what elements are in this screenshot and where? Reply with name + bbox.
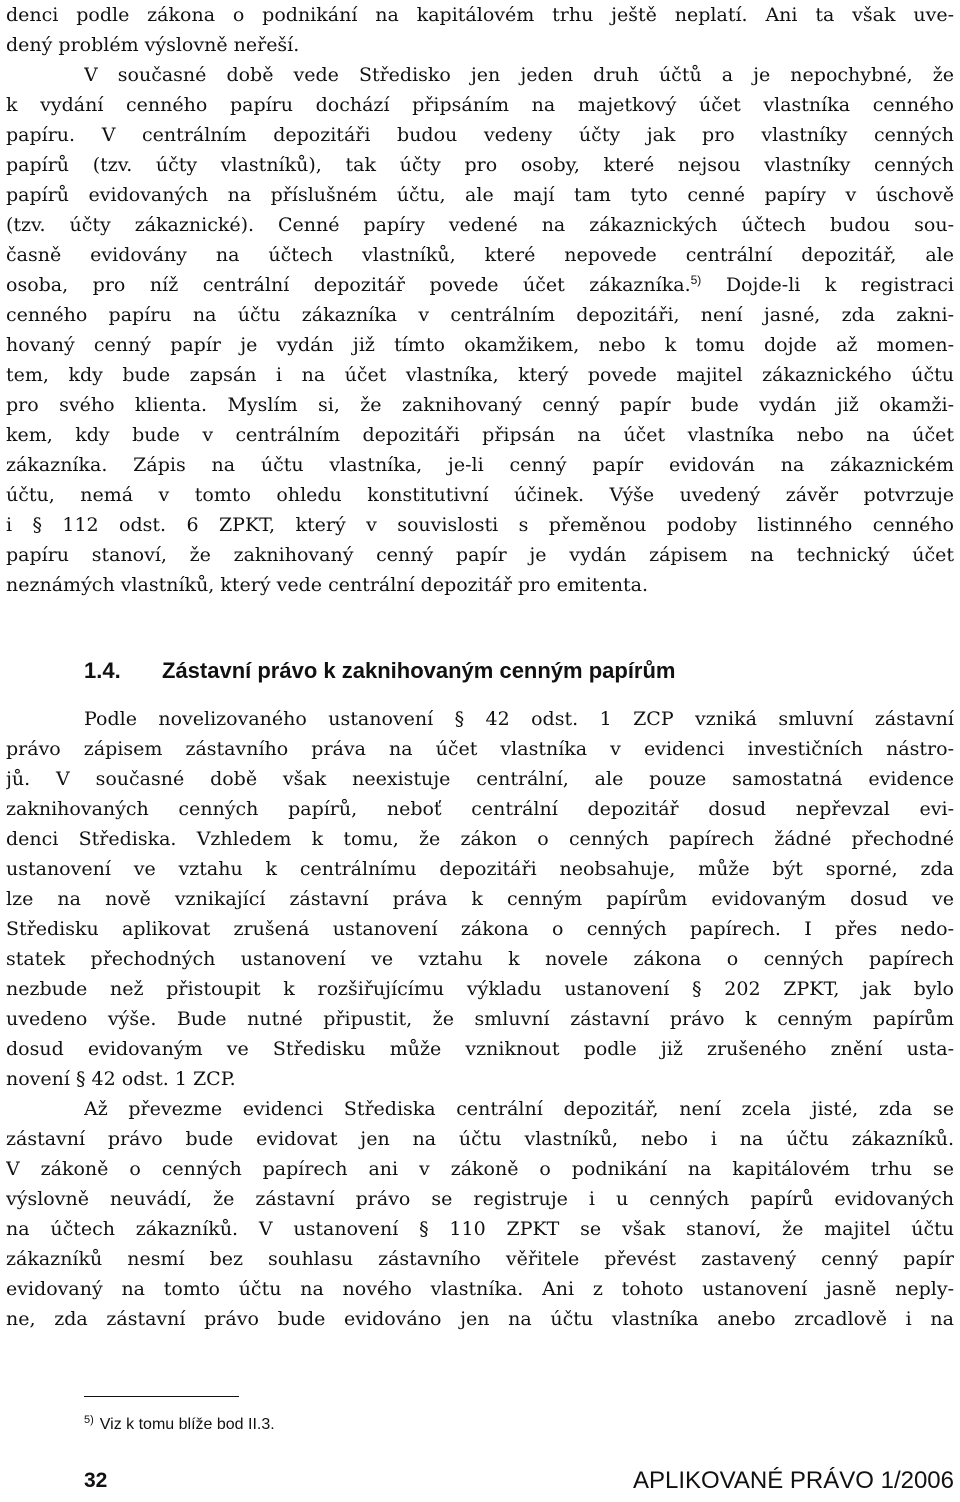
footnote-mark: 5) [84, 1414, 94, 1426]
text-line: denci Střediska. Vzhledem k tomu, že zákon o cenných papírech žádné přechodné [6, 828, 954, 850]
text-line: papírů evidovaných na příslušném účtu, ale mají tam tyto cenné papíry v úschově [6, 184, 954, 206]
text-line: papírů (tzv. účty vlastníků), tak účty pro osoby, které nejsou vlastníky cenných [6, 154, 954, 176]
text-line: právo zápisem zástavního práva na účet vlastníka v evidenci investičních nástro- [6, 738, 954, 760]
footnote-divider [84, 1396, 239, 1397]
text-line: ustanovení ve vztahu k centrálnímu depozitáři neobsahuje, může být sporné, zda [6, 858, 954, 880]
text-line: zaknihovaných cenných papírů, neboť centrální depozitář dosud nepřevzal evi- [6, 798, 954, 820]
text-line: Až převezme evidenci Střediska centrální depozitář, není zcela jisté, zda se [84, 1098, 954, 1120]
text-line: nezbude než přistoupit k rozšiřujícímu výkladu ustanovení § 202 ZPKT, jak bylo [6, 978, 954, 1000]
text-line: Středisku aplikovat zrušená ustanovení zákona o cenných papírech. I přes nedo- [6, 918, 954, 940]
text-line: V současné době vede Středisko jen jeden druh účtů a je nepochybné, že [84, 64, 954, 86]
section-title: Zástavní právo k zaknihovaným cenným papírům [162, 658, 676, 683]
text-line: lze na nově vznikající zástavní práva k cenným papírům evidovaným dosud ve [6, 888, 954, 910]
text-line: pro svého klienta. Myslím si, že zaknihovaný cenný papír bude vydán již okamži- [6, 394, 954, 416]
text-line: uvedeno výše. Bude nutné připustit, že smluvní zástavní právo k cenným papírům [6, 1008, 954, 1030]
text-line: papíru. V centrálním depozitáři budou vedeny účty jak pro vlastníky cenných [6, 124, 954, 146]
text-line: účtu, nemá v tomto ohledu konstitutivní účinek. Výše uvedený závěr potvrzuje [6, 484, 954, 506]
running-title: APLIKOVANÉ PRÁVO 1/2006 [632, 1467, 954, 1494]
text-segment: osoba, pro níž centrální depozitář povede účet zákazníka. [6, 274, 691, 296]
page-number: 32 [84, 1469, 108, 1492]
text-line: neznámých vlastníků, který vede centrální depozitář pro emitenta. [6, 574, 649, 596]
footnote-reference[interactable]: 5) [690, 273, 702, 287]
text-line: V zákoně o cenných papírech ani v zákoně o podnikání na kapitálovém trhu se [6, 1158, 954, 1180]
footnote-text: Viz k tomu blíže bod II.3. [99, 1416, 275, 1433]
text-line: statek přechodných ustanovení ve vztahu k novele zákona o cenných papírech [6, 948, 954, 970]
text-line: výslovně neuvádí, že zástavní právo se registruje i u cenných papírů evidovaných [6, 1188, 954, 1210]
section-number: 1.4. [84, 658, 121, 683]
text-line: kem, kdy bude v centrálním depozitáři připsán na účet vlastníka nebo na účet [6, 424, 954, 446]
text-line: evidovaný na tomto účtu na nového vlastníka. Ani z tohoto ustanovení jasně neply- [6, 1278, 954, 1300]
text-line: zástavní právo bude evidovat jen na účtu vlastníků, nebo i na účtu zákazníků. [6, 1128, 954, 1150]
text-line: i § 112 odst. 6 ZPKT, který v souvislosti s přeměnou podoby listinného cenného [6, 514, 954, 536]
text-line: novení § 42 odst. 1 ZCP. [6, 1068, 236, 1090]
text-line: hovaný cenný papír je vydán již tímto okamžikem, nebo k tomu dojde až momen- [6, 334, 954, 356]
text-segment: Dojde-li k registraci [701, 274, 954, 296]
text-line: cenného papíru na účtu zákazníka v centrálním depozitáři, není jasné, zda zakni- [6, 304, 954, 326]
text-line: ne, zda zástavní právo bude evidováno jen na účtu vlastníka anebo zrcadlově i na [6, 1308, 954, 1330]
text-line: na účtech zákazníků. V ustanovení § 110 ZPKT se však stanoví, že majitel účtu [6, 1218, 954, 1240]
text-line: dený problém výslovně neřeší. [6, 34, 300, 56]
text-line-with-footnote-ref [6, 270, 954, 300]
text-line: jů. V současné době však neexistuje centrální, ale pouze samostatná evidence [6, 768, 954, 790]
text-line: denci podle zákona o podnikání na kapitálovém trhu ještě neplatí. Ani ta však uve- [6, 4, 954, 26]
text-line: zákazníků nesmí bez souhlasu zástavního věřitele převést zastavený cenný papír [6, 1248, 954, 1270]
text-line: zákazníka. Zápis na účtu vlastníka, je-li cenný papír evidován na zákaznickém [6, 454, 954, 476]
text-line: časně evidovány na účtech vlastníků, které nepovede centrální depozitář, ale [6, 244, 954, 266]
text-line: papíru stanoví, že zaknihovaný cenný papír je vydán zápisem na technický účet [6, 544, 954, 566]
text-line: dosud evidovaným ve Středisku může vzniknout podle již zrušeného znění usta- [6, 1038, 954, 1060]
text-line: (tzv. účty zákaznické). Cenné papíry vedené na zákaznických účtech budou sou- [6, 214, 954, 236]
text-line: k vydání cenného papíru dochází připsáním na majetkový účet vlastníka cenného [6, 94, 954, 116]
footnote [84, 1414, 275, 1436]
text-line: Podle novelizovaného ustanovení § 42 odst. 1 ZCP vzniká smluvní zástavní [84, 708, 954, 730]
text-line: tem, kdy bude zapsán i na účet vlastníka, který povede majitel zákaznického účtu [6, 364, 954, 386]
